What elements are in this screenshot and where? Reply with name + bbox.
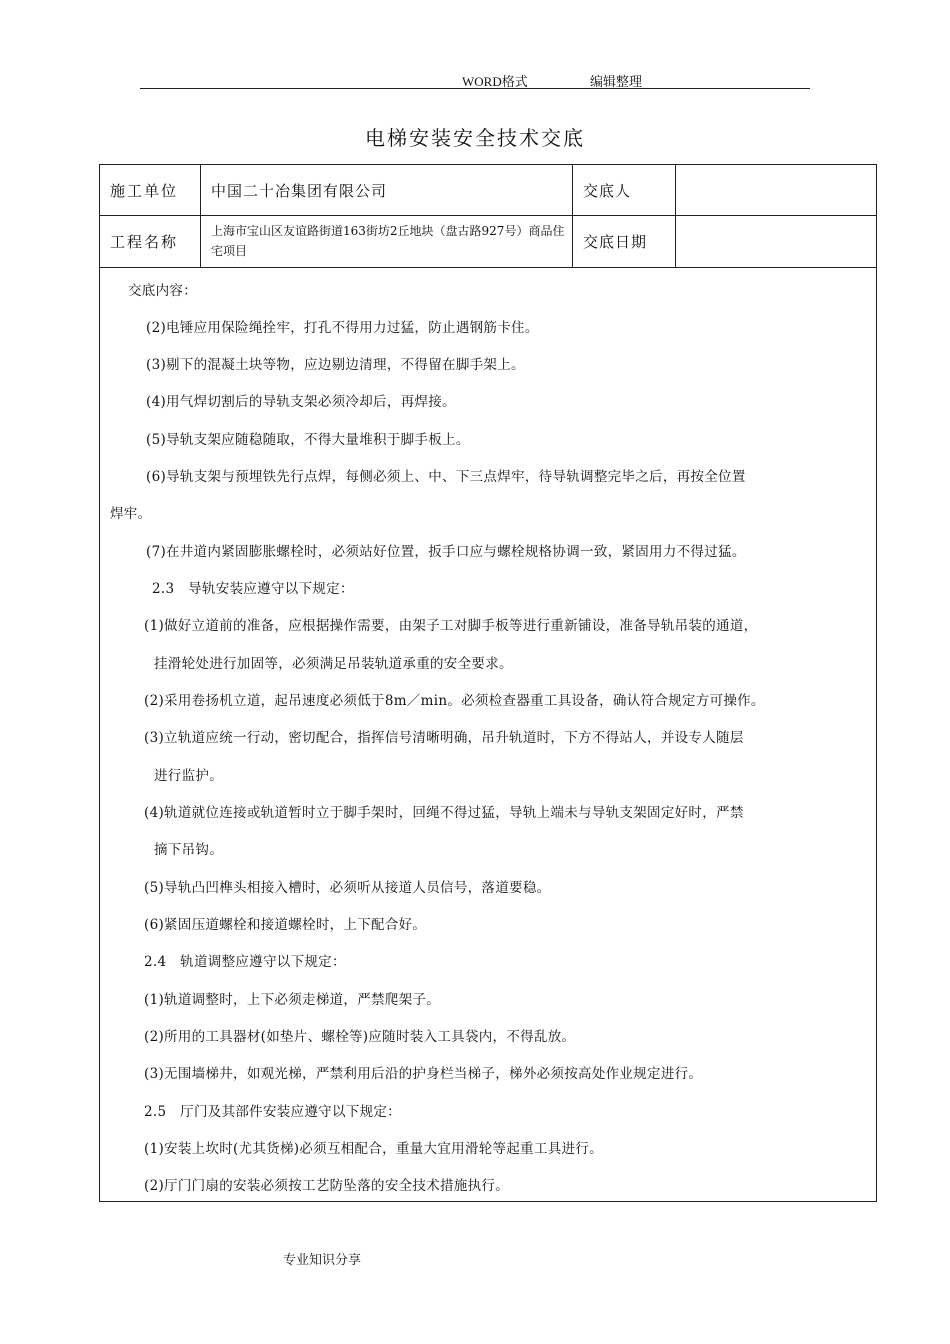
content-line: (3)无围墙梯井，如观光梯，严禁利用后沿的护身栏当梯子，梯外必须按高处作业规定进行。 [144, 1066, 703, 1082]
project-value: 上海市宝山区友谊路街道163街坊2丘地块（盘古路927号）商品住宅项目 [201, 215, 573, 267]
content-line: (4)用气焊切割后的导轨支架必须冷却后，再焊接。 [146, 394, 456, 410]
project-label: 工程名称 [100, 215, 201, 267]
content-line: (4)轨道就位连接或轨道暂时立于脚手架时，回绳不得过猛，导轨上端未与导轨支架固定好时，严禁 [144, 805, 744, 821]
content-line: 2.3 导轨安装应遵守以下规定： [152, 581, 354, 597]
date-value [676, 215, 876, 267]
content-line: (1)安装上坎时(尤其货梯)必须互相配合，重量大宜用滑轮等起重工具进行。 [144, 1141, 603, 1157]
content-line: (2)采用卷扬机立道，起吊速度必须低于8m／min。必须检查器重工具设备，确认符合规定方可操作。 [144, 693, 765, 709]
table-row-unit [100, 165, 876, 216]
content-line: (5)导轨凸凹榫头相接入槽时，必须听从接道人员信号，落道要稳。 [144, 880, 551, 896]
person-value [676, 165, 876, 215]
content-line: (3)剔下的混凝土块等物，应边剔边清理，不得留在脚手架上。 [146, 357, 525, 373]
content-line: 进行监护。 [154, 768, 223, 784]
content-line: 2.5 厅门及其部件安装应遵守以下规定： [144, 1104, 401, 1120]
content-line: (6)紧固压道螺栓和接道螺栓时，上下配合好。 [144, 917, 427, 933]
content-line: 摘下吊钩。 [154, 842, 223, 858]
content-line: (1)轨道调整时，上下必须走梯道，严禁爬架子。 [144, 992, 441, 1008]
header-edit-label: 编辑整理 [590, 74, 643, 89]
content-line: (2)电锤应用保险绳拴牢，打孔不得用力过猛，防止遇钢筋卡住。 [146, 320, 539, 336]
page-footer: 专业知识分享 [283, 1252, 362, 1267]
content-line: (3)立轨道应统一行动，密切配合，指挥信号清晰明确，吊升轨道时，下方不得站人，并设专人随层 [144, 730, 744, 746]
content-line: 交底内容： [128, 283, 197, 299]
content-line: (1)做好立道前的准备，应根据操作需要，由架子工对脚手板等进行重新铺设，准备导轨吊装的通道， [144, 618, 758, 634]
header-format-label: WORD格式 [462, 74, 528, 89]
content-line: (2)厅门门扇的安装必须按工艺防坠落的安全技术措施执行。 [144, 1178, 510, 1194]
content-line: (6)导轨支架与预埋铁先行点焊，每侧必须上、中、下三点焊牢，待导轨调整完毕之后，再按全位置 [146, 469, 746, 485]
person-label: 交底人 [573, 165, 676, 215]
document-title: 电梯安装安全技术交底 [365, 126, 585, 150]
unit-label: 施工单位 [100, 165, 201, 215]
table-row-project [100, 215, 876, 268]
content-line: (7)在井道内紧固膨胀螺栓时，必须站好位置，扳手口应与螺栓规格协调一致，紧固用力不得过猛。 [146, 544, 746, 560]
unit-value: 中国二十冶集团有限公司 [201, 165, 573, 215]
content-line: (2)所用的工具器材(如垫片、螺栓等)应随时装入工具袋内，不得乱放。 [144, 1029, 576, 1045]
content-line: 挂滑轮处进行加固等，必须满足吊装轨道承重的安全要求。 [154, 656, 513, 672]
content-line: 2.4 轨道调整应遵守以下规定： [144, 954, 346, 970]
content-line: (5)导轨支架应随稳随取，不得大量堆积于脚手板上。 [146, 432, 470, 448]
date-label: 交底日期 [573, 215, 676, 267]
content-line: 焊牢。 [110, 506, 152, 522]
page-header [140, 68, 810, 89]
disclosure-table [99, 164, 877, 1202]
